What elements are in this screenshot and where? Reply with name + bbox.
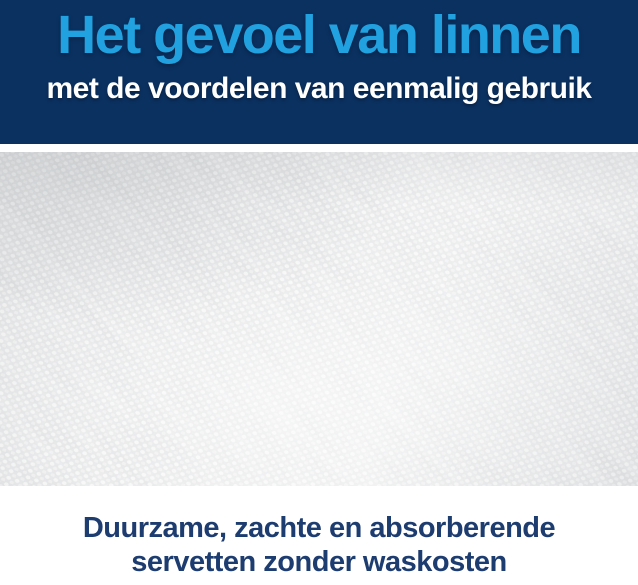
photo-lighting-overlay: [0, 152, 638, 486]
footer-caption: [0, 511, 638, 579]
header-banner: [0, 0, 638, 144]
subheadline: met de voordelen van eenmalig gebruik: [46, 72, 592, 105]
caption-line-2: servetten zonder waskosten: [131, 546, 507, 578]
caption-line-1: Duurzame, zachte en absorberende: [82, 512, 556, 544]
headline: Het gevoel van linnen: [57, 5, 581, 65]
linen-photo: [0, 152, 638, 486]
